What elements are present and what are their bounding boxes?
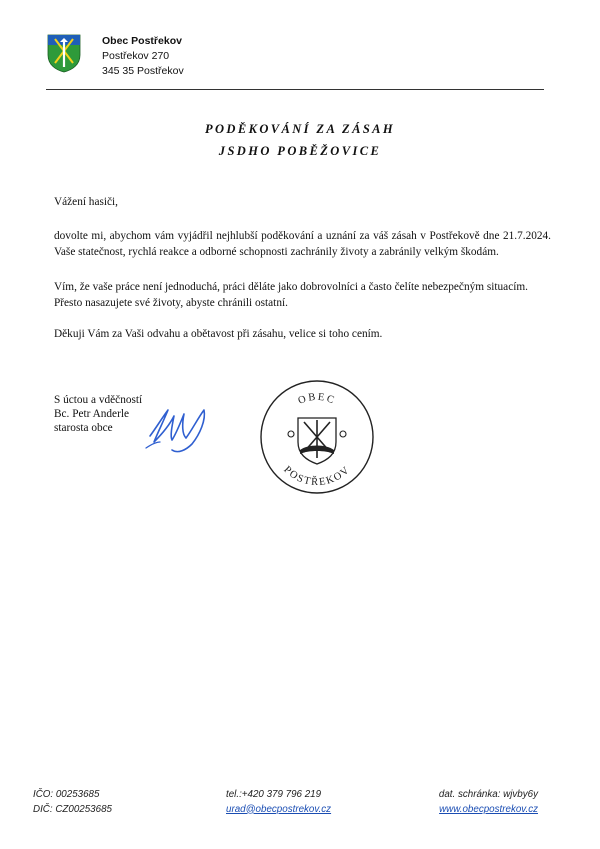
address-line-1: Postřekov 270 (102, 50, 170, 62)
footer-web (439, 788, 538, 817)
signatory-title: starosta obce (54, 422, 113, 434)
letter-paragraph-2 (54, 280, 551, 311)
paragraph-1-text: dovolte mi, abychom vám vyjádřil nejhlubší poděkování a uznání za váš zásah v Postřekově dne 21.7.2024. Vaše statečnost, rychlá reakce a odborné schopnosti zachránily životy a zabránily velkým škodám. (54, 230, 551, 258)
paragraph-2-line-2: Přesto nasazujete své životy, abyste chránili ostatní. (54, 296, 288, 309)
signoff-closing: S úctou a vděčností (54, 394, 143, 406)
address-line-2: 345 35 Postřekov (102, 65, 184, 77)
paragraph-2-line-1: Vím, že vaše práce není jednoduchá, práci děláte jako dobrovolníci a často čelíte nebezpečným situacím. (54, 281, 528, 293)
footer-databox: dat. schránka: wjvby6y (438, 789, 538, 800)
official-stamp (258, 378, 376, 496)
footer-contact (226, 788, 331, 817)
letter-title-line-1: PODĚKOVÁNÍ ZA ZÁSAH (204, 122, 396, 136)
footer-website-link[interactable]: www.obecpostrekov.cz (439, 803, 538, 815)
stamp-lettering (258, 378, 376, 496)
salutation: Vážení hasiči, (54, 196, 118, 208)
org-name: Obec Postřekov (102, 35, 182, 47)
letter-paragraph-1 (54, 229, 551, 260)
footer-ids (33, 788, 112, 817)
signatory-name: Bc. Petr Anderle (54, 408, 129, 420)
footer-dic: DIČ: CZ00253685 (33, 803, 112, 815)
letterhead-address (102, 34, 184, 79)
footer-phone: tel.:+420 379 796 219 (226, 789, 322, 800)
stamp-bottom-text: POSTŘEKOV (281, 464, 353, 489)
handwritten-signature-icon (142, 398, 228, 460)
letter-title-line-2: JSDHO POBĚŽOVICE (218, 144, 382, 158)
paragraph-3-text: Děkuji Vám za Vaši odvahu a obětavost při zásahu, velice si toho cením. (54, 328, 383, 340)
footer-email-link[interactable]: urad@obecpostrekov.cz (226, 803, 332, 815)
signoff-block (54, 393, 142, 435)
header-divider (46, 89, 544, 90)
municipal-coat-of-arms-icon (46, 33, 82, 73)
footer-ico: IČO: 00253685 (33, 789, 100, 800)
stamp-top-text: OBEC (296, 391, 338, 407)
svg-text:POSTŘEKOV (281, 464, 352, 488)
letter-paragraph-3 (54, 327, 551, 343)
svg-text:OBEC (297, 392, 338, 407)
